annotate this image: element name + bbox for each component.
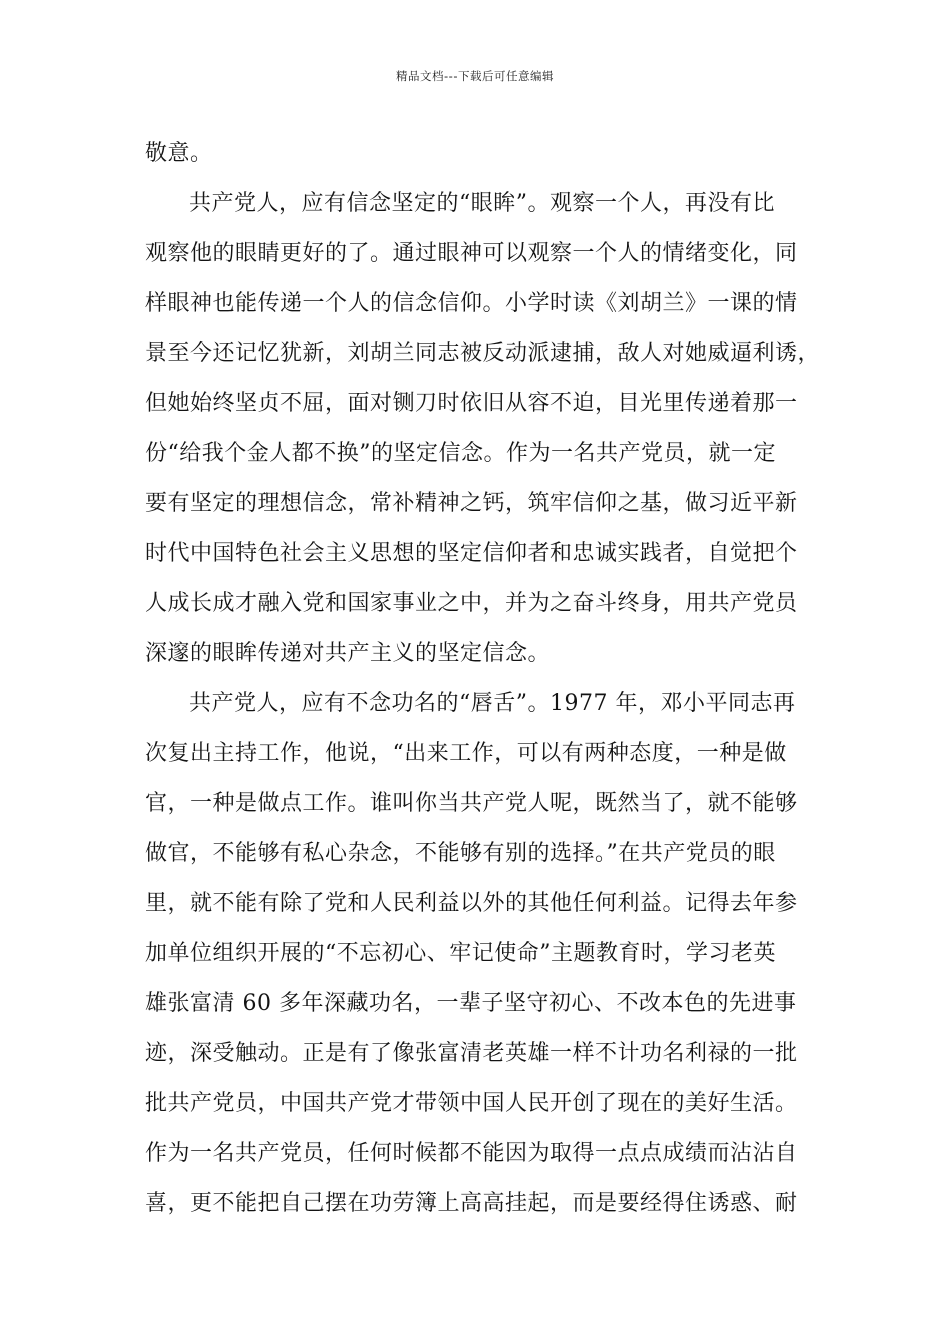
paragraph-1-line-2: 样眼神也能传递一个人的信念信仰。小学时读《刘胡兰》一课的情 (145, 291, 798, 316)
paragraph-2-line-9: 作为一名共产党员，任何时候都不能因为取得一点点成绩而沾沾自 (145, 1141, 798, 1166)
paragraph-0-line-0: 敬意。 (145, 141, 213, 166)
paragraph-2-line-3: 做官，不能够有私心杂念，不能够有别的选择。”在共产党员的眼 (145, 841, 776, 866)
paragraph-2-line-10: 喜，更不能把自己摆在功劳簿上高高挂起，而是要经得住诱惑、耐 (145, 1191, 798, 1216)
paragraph-2-line-5: 加单位组织开展的“不忘初心、牢记使命”主题教育时，学习老英 (145, 941, 776, 966)
paragraph-2-line-8: 批共产党员，中国共产党才带领中国人民开创了现在的美好生活。 (145, 1091, 798, 1116)
paragraph-1-line-1: 观察他的眼睛更好的了。通过眼神可以观察一个人的情绪变化，同 (145, 241, 798, 266)
paragraph-1-line-5: 份“给我个金人都不换”的坚定信念。作为一名共产党员，就一定 (145, 441, 776, 466)
paragraph-2-line-6: 雄张富清 60 多年深藏功名，一辈子坚守初心、不改本色的先进事 (145, 991, 797, 1016)
paragraph-2-line-2: 官，一种是做点工作。谁叫你当共产党人呢，既然当了，就不能够 (145, 791, 798, 816)
paragraph-2-line-4: 里，就不能有除了党和人民利益以外的其他任何利益。记得去年参 (145, 891, 798, 916)
paragraph-1-line-4: 但她始终坚贞不屈，面对铡刀时依旧从容不迫，目光里传递着那一 (145, 391, 798, 416)
paragraph-1-line-8: 人成长成才融入党和国家事业之中，并为之奋斗终身，用共产党员 (145, 591, 798, 616)
paragraph-2-line-0: 共产党人，应有不念功名的“唇舌”。1977 年，邓小平同志再 (189, 691, 796, 716)
page-header: 精品文档---下载后可任意编辑 (396, 69, 554, 83)
paragraph-2-line-7: 迹，深受触动。正是有了像张富清老英雄一样不计功名利禄的一批 (145, 1041, 798, 1066)
document-body (145, 129, 821, 1229)
paragraph-1-line-9: 深邃的眼眸传递对共产主义的坚定信念。 (145, 641, 551, 666)
paragraph-1-line-3: 景至今还记忆犹新，刘胡兰同志被反动派逮捕，敌人对她威逼利诱， (145, 341, 821, 366)
paragraph-1-line-0: 共产党人，应有信念坚定的“眼眸”。观察一个人，再没有比 (189, 191, 775, 216)
paragraph-2-line-1: 次复出主持工作，他说，“出来工作，可以有两种态度，一种是做 (145, 741, 787, 766)
paragraph-1-line-6: 要有坚定的理想信念，常补精神之钙，筑牢信仰之基，做习近平新 (145, 491, 798, 516)
paragraph-1-line-7: 时代中国特色社会主义思想的坚定信仰者和忠诚实践者，自觉把个 (145, 541, 798, 566)
